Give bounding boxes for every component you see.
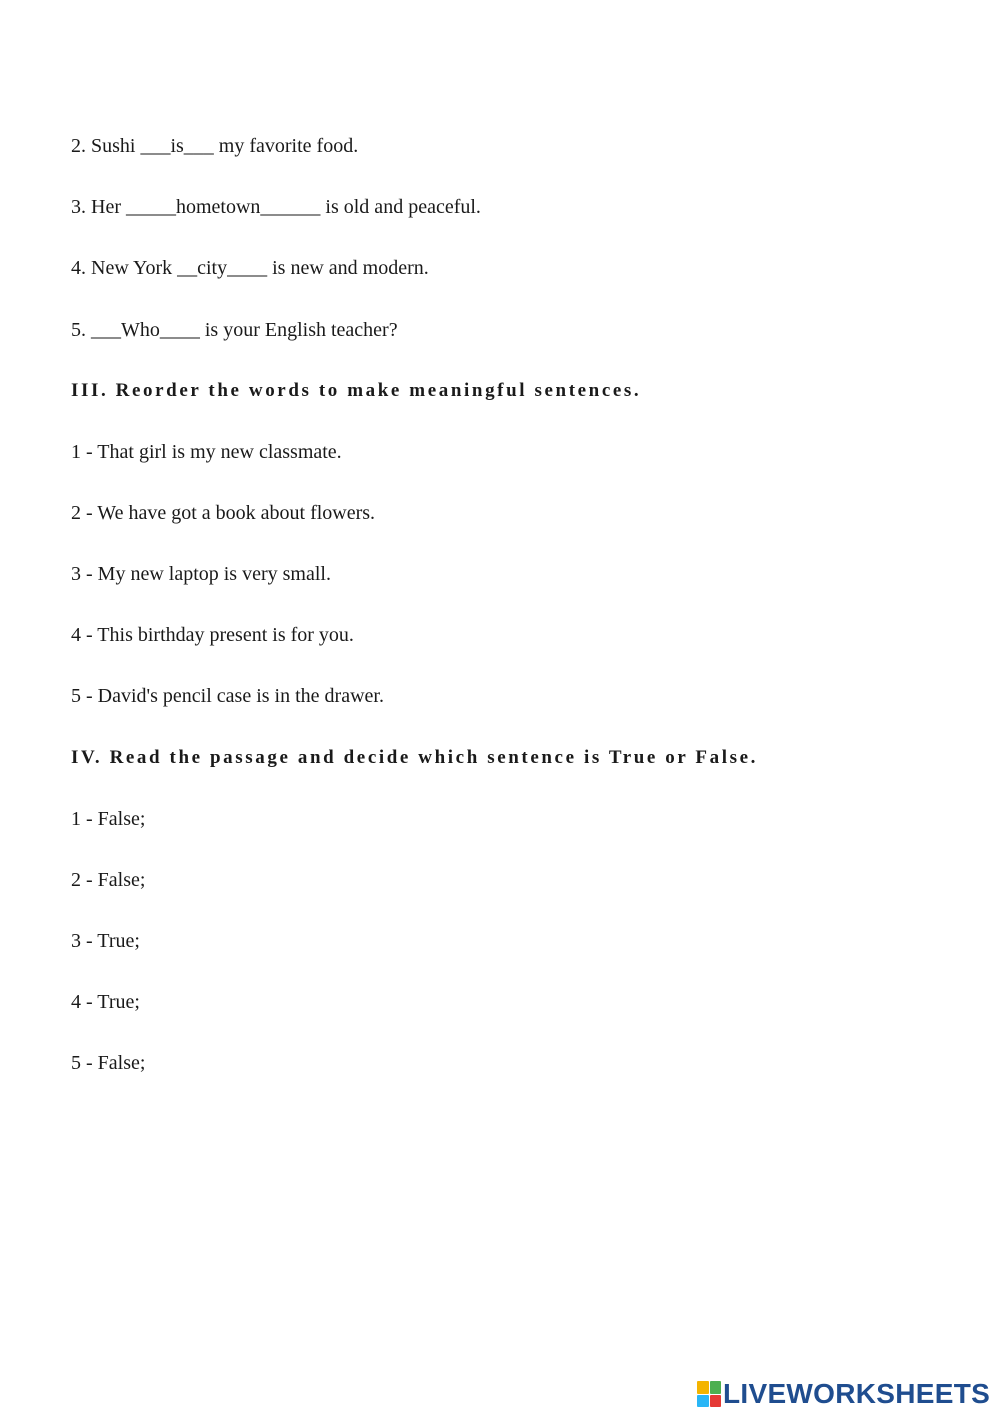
liveworksheets-logo [697, 1378, 990, 1410]
liveworksheets-logo-icon [697, 1381, 721, 1407]
true-false-answer-1: 1 - False; [71, 808, 146, 830]
exercise-2-sentence-2: 2. Sushi ___is___ my favorite food. [71, 135, 359, 157]
reorder-answer-4: 4 - This birthday present is for you. [71, 624, 354, 646]
reorder-answer-1: 1 - That girl is my new classmate. [71, 441, 342, 463]
true-false-answer-4: 4 - True; [71, 991, 140, 1013]
reorder-answer-2: 2 - We have got a book about flowers. [71, 502, 376, 524]
section-3-heading: III. Reorder the words to make meaningful sentences. [71, 380, 642, 401]
exercise-2-sentence-4: 4. New York __city____ is new and modern. [71, 257, 429, 279]
reorder-answer-3: 3 - My new laptop is very small. [71, 563, 331, 585]
logo-wordmark: LIVEWORKSHEETS [723, 1378, 991, 1409]
true-false-answer-2: 2 - False; [71, 869, 146, 891]
exercise-2-sentence-5: 5. ___Who____ is your English teacher? [71, 319, 398, 341]
reorder-answer-5: 5 - David's pencil case is in the drawer. [71, 685, 384, 707]
true-false-answer-3: 3 - True; [71, 930, 140, 952]
true-false-answer-5: 5 - False; [71, 1052, 146, 1074]
section-4-heading: IV. Read the passage and decide which sentence is True or False. [71, 747, 758, 768]
exercise-2-sentence-3: 3. Her _____hometown______ is old and peaceful. [71, 196, 481, 218]
